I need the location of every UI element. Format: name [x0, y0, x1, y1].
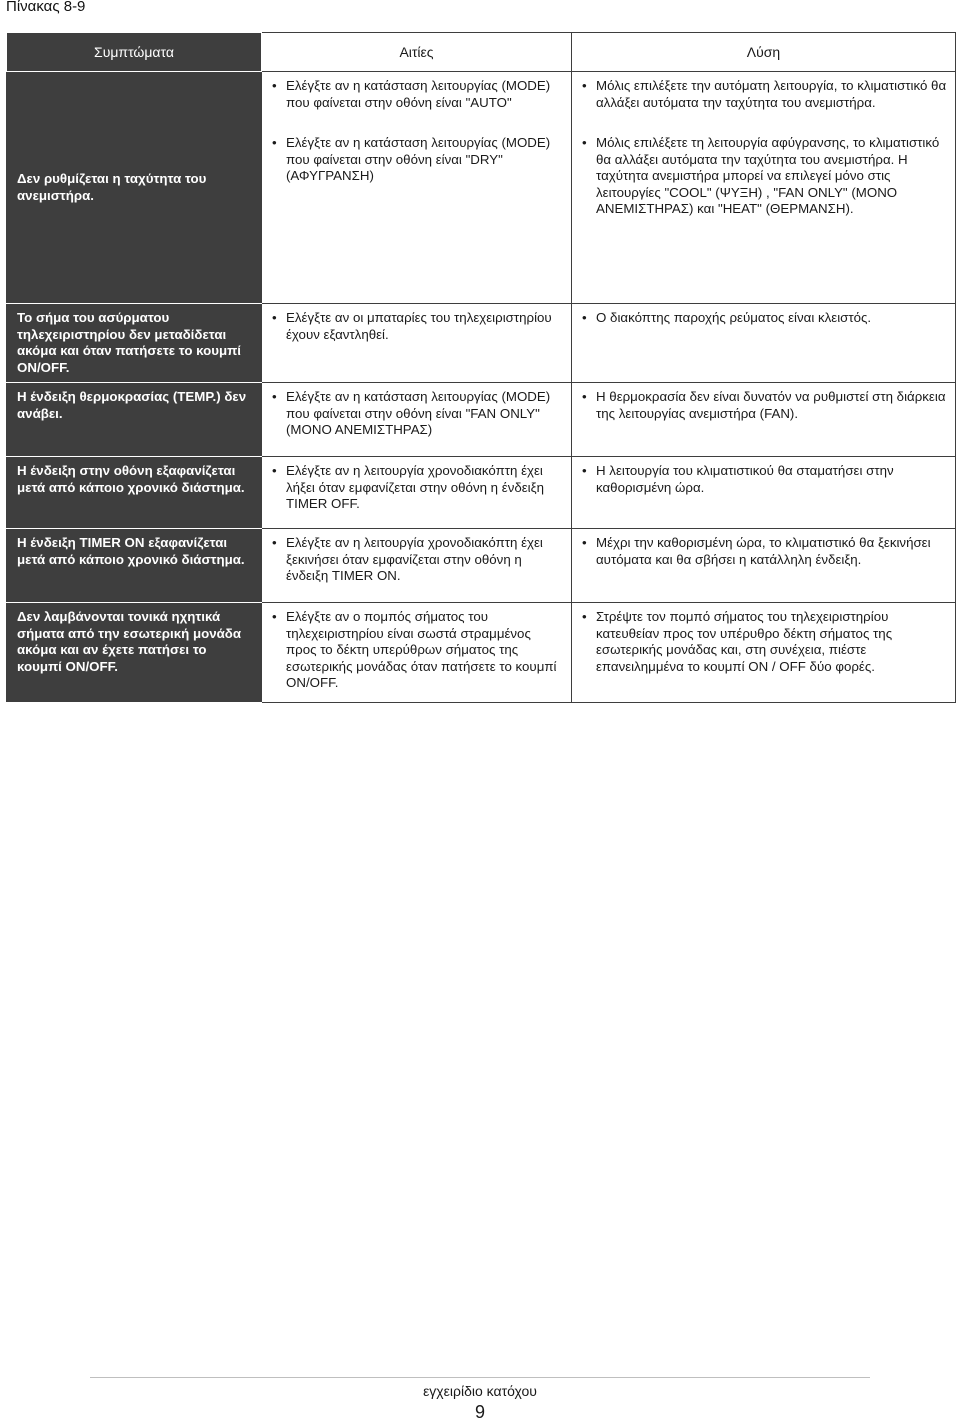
- symptom-text: Η ένδειξη θερμοκρασίας (TEMP.) δεν ανάβει.: [17, 389, 247, 421]
- cause-cell: [262, 457, 572, 529]
- cause-item: [272, 535, 563, 585]
- table-row: [7, 529, 956, 603]
- cause-text: Ελέγξτε αν η λειτουργία χρονοδιακόπτη έχει λήξει όταν εμφανίζεται στην οθόνη η ένδειξη TIMER OFF.: [286, 463, 544, 511]
- symptom-cell: [7, 457, 262, 529]
- table-row: [7, 383, 956, 457]
- bullet-icon: •: [272, 135, 277, 150]
- bullet-icon: •: [582, 463, 587, 478]
- table-row: [7, 72, 956, 304]
- solution-cell: [572, 304, 956, 383]
- table-body: [7, 72, 956, 703]
- bullet-icon: •: [272, 78, 277, 93]
- header-symptoms: Συμπτώματα: [7, 33, 262, 72]
- symptom-cell: [7, 603, 262, 703]
- cause-item: [272, 310, 563, 343]
- footer-divider: [90, 1377, 870, 1378]
- bullet-icon: •: [582, 535, 587, 550]
- solution-cell: [572, 72, 956, 304]
- solution-cell: [572, 457, 956, 529]
- solution-text: Στρέψτε τον πομπό σήματος του τηλεχειριστηρίου κατευθείαν προς τον υπέρυθρο δέκτη σήματος της εσωτερικής μονάδας και, στη συνέχεια, πιέστε επανειλημμένα το κουμπί ON / OFF δύο φορές.: [596, 609, 893, 674]
- troubleshooting-table: [6, 32, 956, 703]
- cause-text: Ελέγξτε αν οι μπαταρίες του τηλεχειριστηρίου έχουν εξαντληθεί.: [286, 310, 552, 342]
- table-row: [7, 457, 956, 529]
- bullet-icon: •: [272, 310, 277, 325]
- cause-cell: [262, 383, 572, 457]
- symptom-text: Η ένδειξη στην οθόνη εξαφανίζεται μετά από κάποιο χρονικό διάστημα.: [17, 463, 245, 495]
- symptom-cell: [7, 304, 262, 383]
- solution-cell: [572, 603, 956, 703]
- solution-item: [582, 463, 947, 496]
- symptom-text: Δεν λαμβάνονται τονικά ηχητικά σήματα από την εσωτερική μονάδα ακόμα και αν έχετε πατήσει το κουμπί ON/OFF.: [17, 609, 242, 674]
- solution-item: [582, 78, 947, 111]
- table-row: [7, 304, 956, 383]
- solution-cell: [572, 383, 956, 457]
- header-causes: Αιτίες: [262, 33, 572, 72]
- table-header-row: [7, 33, 956, 72]
- symptom-text: Δεν ρυθμίζεται η ταχύτητα του ανεμιστήρα.: [17, 171, 207, 203]
- bullet-icon: •: [582, 389, 587, 404]
- bullet-icon: •: [582, 78, 587, 93]
- solution-text: Μόλις επιλέξετε την αυτόματη λειτουργία, το κλιματιστικό θα αλλάξει αυτόματα την ταχύτητα του ανεμιστήρα.: [596, 78, 947, 110]
- cause-text: Ελέγξτε αν η λειτουργία χρονοδιακόπτη έχει ξεκινήσει όταν εμφανίζεται στην οθόνη η ένδειξη TIMER ON.: [286, 535, 543, 583]
- bullet-icon: •: [272, 463, 277, 478]
- table-caption: Πίνακας 8-9: [6, 0, 86, 15]
- cause-text: Ελέγξτε αν η κατάσταση λειτουργίας (MODE) που φαίνεται στην οθόνη είναι "FAN ONLY" (ΜΟΝΟ ΑΝΕΜΙΣΤΗΡΑΣ): [286, 389, 551, 437]
- cause-text: Ελέγξτε αν η κατάσταση λειτουργίας (MODE) που φαίνεται στην οθόνη είναι "AUTO": [286, 78, 551, 110]
- solution-text: Η λειτουργία του κλιματιστικού θα σταματήσει στην καθορισμένη ώρα.: [596, 463, 894, 495]
- solution-text: Ο διακόπτης παροχής ρεύματος είναι κλειστός.: [596, 310, 872, 325]
- solution-item: [582, 310, 947, 327]
- solution-item: [582, 535, 947, 568]
- bullet-icon: •: [582, 609, 587, 624]
- solution-text: Μόλις επιλέξετε τη λειτουργία αφύγρανσης, το κλιματιστικό θα αλλάξει αυτόματα την ταχύτητα του ανεμιστήρα. Η ταχύτητα ανεμιστήρα μπορεί να επιλεγεί μόνο στις λειτουργίες "COOL" (ΨΥΞΗ) , "FAN ONLY" (ΜΟΝΟ ΑΝΕΜΙΣΤΗΡΑΣ) και "HEAT" (ΘΕΡΜΑΝΣΗ).: [596, 135, 940, 216]
- header-solution: Λύση: [572, 33, 956, 72]
- solution-text: Μέχρι την καθορισμένη ώρα, το κλιματιστικό θα ξεκινήσει αυτόματα και θα σβήσει η κατάλληλη ένδειξη.: [596, 535, 931, 567]
- cause-text: Ελέγξτε αν η κατάσταση λειτουργίας (MODE) που φαίνεται στην οθόνη είναι "DRY" (ΑΦΥΓΡΑΝΣΗ): [286, 135, 551, 183]
- page-number: 9: [474, 1402, 485, 1422]
- cause-item: [272, 389, 563, 439]
- symptom-cell: [7, 383, 262, 457]
- cause-item: [272, 78, 563, 111]
- table-row: [7, 603, 956, 703]
- solution-item: [582, 609, 947, 675]
- solution-item: [582, 135, 947, 218]
- bullet-icon: •: [272, 389, 277, 404]
- cause-cell: [262, 603, 572, 703]
- bullet-icon: •: [272, 535, 277, 550]
- cause-text: Ελέγξτε αν ο πομπός σήματος του τηλεχειριστηρίου είναι σωστά στραμμένος προς το δέκτη υπερύθρων σήματος της εσωτερικής μονάδας όταν πατήσετε το κουμπί ON/OFF.: [286, 609, 557, 690]
- bullet-icon: •: [582, 310, 587, 325]
- footer-label: εγχειρίδιο κατόχου: [423, 1383, 537, 1399]
- solution-text: Η θερμοκρασία δεν είναι δυνατόν να ρυθμιστεί στη διάρκεια της λειτουργίας ανεμιστήρα (FAN).: [596, 389, 946, 421]
- bullet-icon: •: [272, 609, 277, 624]
- symptom-cell: [7, 72, 262, 304]
- symptom-cell: [7, 529, 262, 603]
- cause-item: [272, 463, 563, 513]
- symptom-text: Το σήμα του ασύρματου τηλεχειριστηρίου δεν μεταδίδεται ακόμα και όταν πατήσετε το κουμπί ON/OFF.: [17, 310, 242, 375]
- cause-cell: [262, 529, 572, 603]
- symptom-text: Η ένδειξη TIMER ON εξαφανίζεται μετά από κάποιο χρονικό διάστημα.: [17, 535, 245, 567]
- cause-cell: [262, 304, 572, 383]
- cause-item: [272, 135, 563, 185]
- cause-item: [272, 609, 563, 692]
- bullet-icon: •: [582, 135, 587, 150]
- cause-cell: [262, 72, 572, 304]
- solution-item: [582, 389, 947, 422]
- solution-cell: [572, 529, 956, 603]
